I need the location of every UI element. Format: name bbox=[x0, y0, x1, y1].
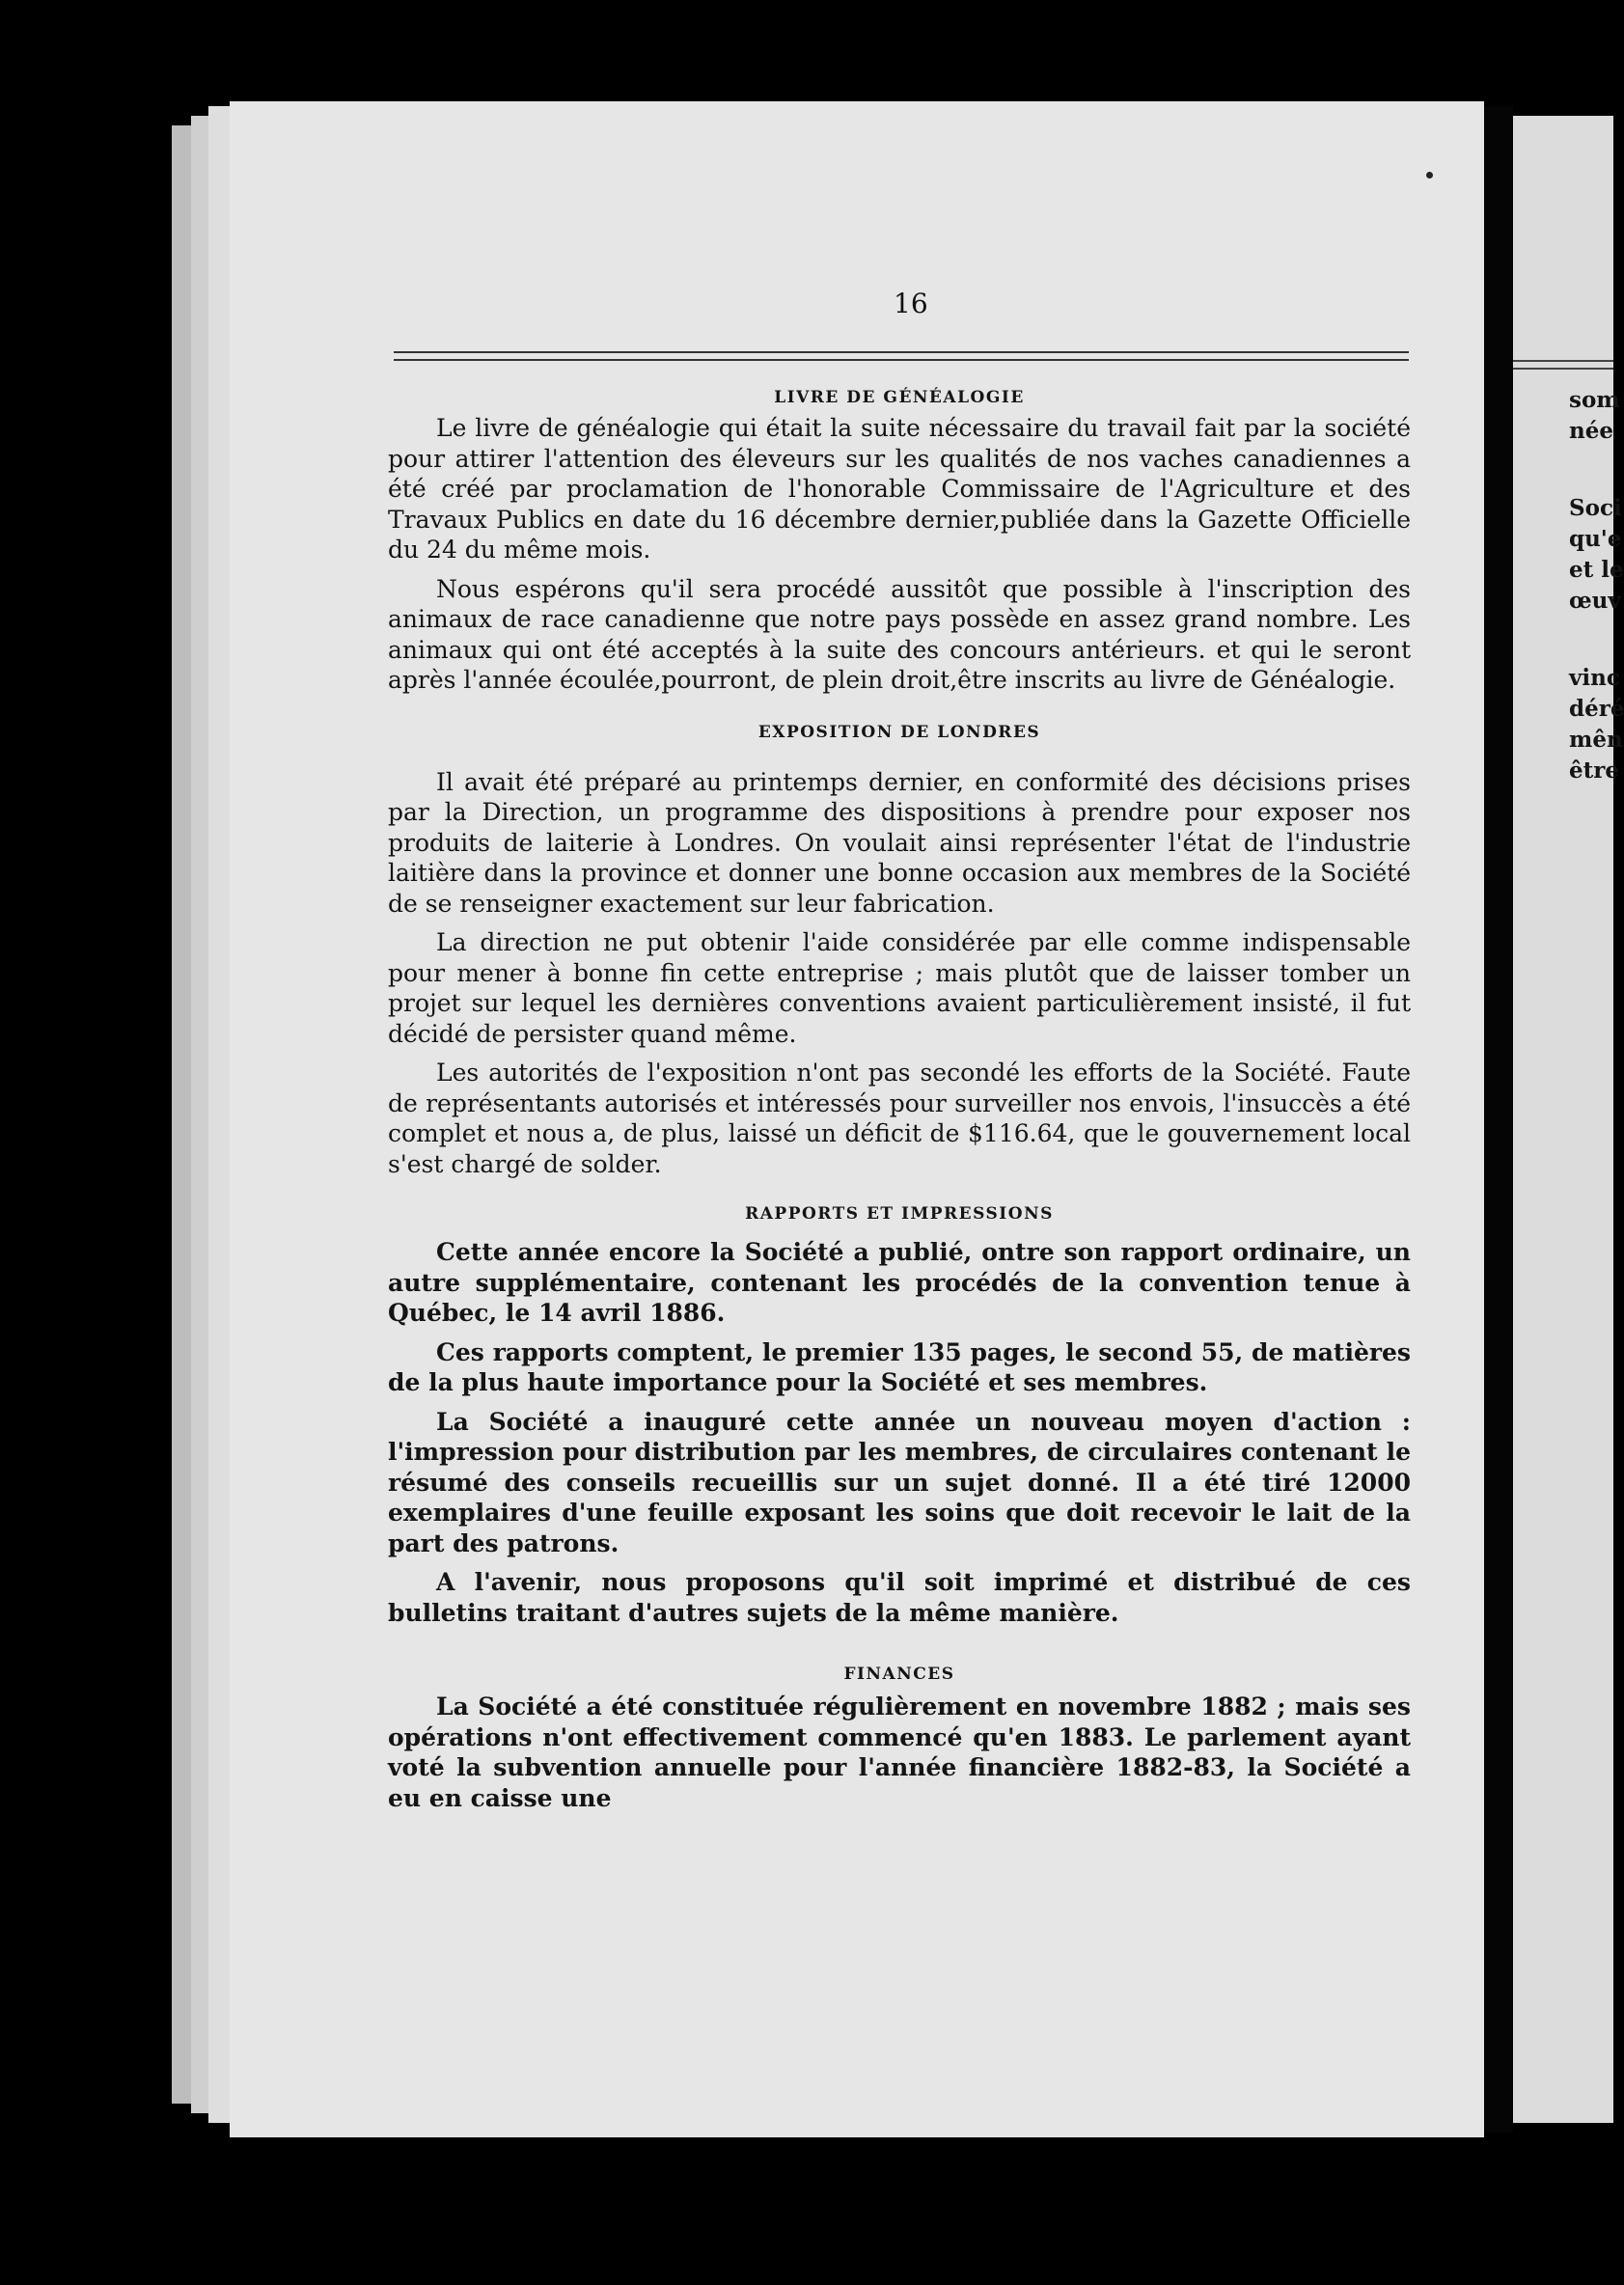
page-body bbox=[388, 384, 1411, 1822]
next-page-fragment: qu'e bbox=[1569, 526, 1622, 552]
next-page-fragment: être bbox=[1569, 757, 1620, 784]
next-page-fragment: née bbox=[1569, 418, 1613, 444]
paragraph: La Société a inauguré cette année un nouveau moyen d'action : l'impression pour distribution par les membres, de circulaires contenant le résumé des conseils recueillis sur un sujet donné. Il a été tiré 12000 exemplaires d'une feuille exposant les soins que doit recevoir le lait de la part des patrons. bbox=[388, 1407, 1411, 1557]
paragraph: Cette année encore la Société a publié, ontre son rapport ordinaire, un autre supplémentaire, contenant les procédés de la convention tenue à Québec, le 14 avril 1886. bbox=[388, 1238, 1411, 1327]
paragraph: Nous espérons qu'il sera procédé aussitôt que possible à l'inscription des animaux de race canadienne que notre pays possède en assez grand nombre. Les animaux qui ont été acceptés à la suite des concours antérieurs. et qui le seront après l'année écoulée,pourront, de plein droit,être inscrits au livre de Généalogie. bbox=[388, 574, 1411, 694]
page-edge bbox=[191, 116, 208, 2113]
paragraph: Il avait été préparé au printemps dernier, en conformité des décisions prises par la Direction, un programme des dispositions à prendre pour exposer nos produits de laiterie à Londres. On voulait ainsi représenter l'état de l'industrie laitière dans la province et donner une bonne occasion aux membres de la Société de se renseigner exactement sur leur fabrication. bbox=[388, 767, 1411, 918]
next-page-fragment: som bbox=[1569, 387, 1620, 413]
section-heading: RAPPORTS ET IMPRESSIONS bbox=[745, 1204, 1054, 1224]
paragraph: A l'avenir, nous proposons qu'il soit imprimé et distribué de ces bulletins traitant d'autres sujets de la même manière. bbox=[388, 1568, 1411, 1627]
paragraph: Le livre de généalogie qui était la suite nécessaire du travail fait par la société pour attirer l'attention des éleveurs sur les qualités de nos vaches canadiennes a été créé par proclamation de l'honorable Commissaire de l'Agriculture et des Travaux Publics en date du 16 décembre dernier,publiée dans la Gazette Officielle du 24 du même mois. bbox=[388, 414, 1411, 564]
next-page-fragment: déré bbox=[1569, 696, 1624, 722]
paragraph: La direction ne put obtenir l'aide considérée par elle comme indispensable pour mener à bonne fin cette entreprise ; mais plutôt que de laisser tomber un projet sur lequel les dernières conventions avaient particulièrement insisté, il fut décidé de persister quand même. bbox=[388, 928, 1411, 1048]
next-page-fragment: vinc bbox=[1569, 665, 1620, 691]
header-rule bbox=[394, 351, 1409, 361]
paragraph: La Société a été constituée régulièrement en novembre 1882 ; mais ses opérations n'ont effectivement commencé qu'en 1883. Le parlement ayant voté la subvention annuelle pour l'année financière 1882-83, la Société a eu en caisse une bbox=[388, 1693, 1411, 1812]
next-page-fragment: Soci bbox=[1569, 495, 1622, 521]
page-edge bbox=[208, 106, 230, 2123]
paragraph: Ces rapports comptent, le premier 135 pages, le second 55, de matières de la plus haute importance pour la Société et ses membres. bbox=[388, 1337, 1411, 1396]
section-heading: LIVRE DE GÉNÉALOGIE bbox=[774, 388, 1025, 407]
page-edge bbox=[172, 125, 191, 2104]
page-number: 16 bbox=[894, 288, 928, 319]
next-page-fragment: œuv bbox=[1569, 588, 1621, 614]
book-gutter bbox=[1484, 106, 1513, 2133]
next-page-rule bbox=[1513, 360, 1613, 370]
paragraph: Les autorités de l'exposition n'ont pas secondé les efforts de la Société. Faute de représentants autorisés et intéressés pour surveiller nos envois, l'insuccès a été complet et nous a, de plus, laissé un déficit de $116.64, que le gouvernement local s'est chargé de solder. bbox=[388, 1059, 1411, 1178]
section-heading: FINANCES bbox=[843, 1665, 955, 1684]
next-page-fragment: mên bbox=[1569, 727, 1623, 753]
next-page-fragment: et le bbox=[1569, 557, 1624, 583]
section-heading: EXPOSITION DE LONDRES bbox=[757, 722, 1041, 742]
next-page-strip bbox=[1513, 116, 1624, 2123]
ink-speck bbox=[1426, 172, 1433, 179]
